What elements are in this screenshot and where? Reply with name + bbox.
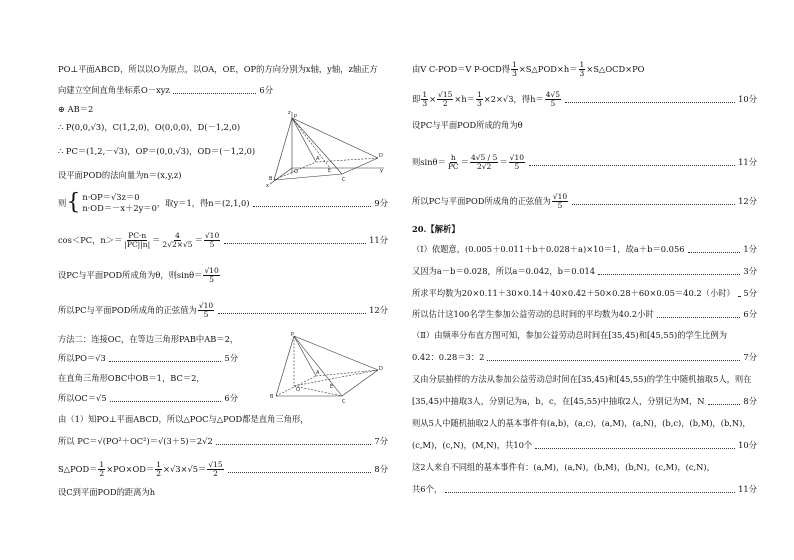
sin-line	[412, 142, 757, 182]
numerator: 1	[422, 89, 428, 99]
numerator: 1	[99, 459, 105, 469]
text-line	[412, 352, 757, 363]
line-text: ＝	[460, 156, 469, 167]
edge-pd	[294, 336, 378, 370]
label-x: x	[266, 183, 269, 188]
score: 7分	[743, 352, 757, 362]
label-c: C	[342, 399, 346, 405]
label-o: O	[294, 169, 298, 175]
fraction	[203, 267, 219, 284]
text-line	[412, 440, 757, 451]
numerator: √10	[552, 191, 568, 201]
denominator: 5	[557, 200, 563, 210]
line-text: ＝	[152, 234, 161, 245]
denominator: 2	[213, 468, 218, 478]
numerator: 4√5 / 5	[470, 152, 498, 162]
text-line: 设C到平面POD的距离为h	[58, 487, 156, 497]
label-z: z	[288, 110, 291, 116]
score: 12分	[738, 195, 757, 206]
edge-pc	[294, 336, 342, 396]
score: 5分	[743, 288, 757, 298]
edge-pd	[292, 118, 378, 158]
leader-dots	[565, 96, 735, 103]
denominator: 5	[550, 98, 556, 108]
label-d: D	[379, 153, 383, 159]
denominator: 3	[476, 98, 482, 108]
line-text: 0.42：0.28＝3：2	[412, 352, 485, 362]
fraction	[198, 302, 214, 319]
score: 12分	[369, 304, 388, 315]
fraction	[470, 154, 498, 171]
text-line: 设平面POD的法向量为n＝(x,y,z)	[58, 170, 182, 180]
numerator: √15	[208, 459, 223, 469]
leader-dots	[173, 87, 257, 94]
numerator: 4√5	[545, 89, 561, 99]
line-text: ×S△POD×h＝	[518, 63, 578, 74]
label-b: B	[269, 176, 273, 182]
denominator: 3	[422, 98, 428, 108]
line-text: 所以OC＝√5	[58, 393, 107, 403]
line-text: ×√3×√5＝	[163, 463, 207, 474]
numerator: √15	[438, 89, 453, 99]
edge-pb	[274, 118, 292, 180]
leader-dots	[535, 442, 735, 449]
leader-dots	[738, 290, 741, 297]
equation: n·OP＝√3z＝0	[82, 192, 140, 202]
edge-ab	[276, 376, 316, 396]
line-text: 即	[412, 93, 421, 104]
denominator: 5	[209, 274, 215, 284]
text-line: 又由分层抽样的方法从参加公益劳动总时间在[35,45)和[45,55)的学生中随机抽取5人，则在	[412, 374, 752, 384]
score: 7分	[374, 436, 388, 446]
height-line	[412, 88, 757, 110]
text-line: ⊕ AB＝2	[58, 104, 94, 114]
line-text: ×PO×OD＝	[106, 463, 155, 474]
line-text: ＝	[194, 234, 203, 245]
leader-dots	[598, 268, 740, 275]
denominator: 2	[442, 98, 448, 108]
leader-dots	[224, 237, 366, 244]
edge-pc	[292, 118, 342, 174]
numerator: √10	[204, 265, 219, 275]
edge-pb	[276, 336, 294, 396]
area-line	[58, 458, 388, 480]
equation-system-line	[58, 190, 388, 216]
fraction	[511, 61, 518, 78]
leader-dots	[216, 438, 372, 445]
text-line	[58, 393, 238, 404]
edge-cd	[342, 158, 378, 174]
line-text: ×h＝	[454, 93, 475, 104]
score: 11分	[369, 234, 388, 245]
line-text: 所以 PC＝√(PO²＋OC²)＝√(3＋5)＝2√2	[58, 436, 213, 446]
score: 3分	[743, 266, 757, 276]
edge-bc	[274, 174, 342, 180]
numerator: √10	[198, 300, 214, 310]
score: 10分	[738, 440, 757, 450]
fraction	[579, 61, 586, 78]
denominator: 5	[514, 161, 520, 171]
edge-cd	[342, 370, 378, 396]
equation-stack	[82, 192, 157, 214]
fraction	[98, 461, 105, 478]
label-y: y	[380, 168, 383, 174]
score: 1分	[743, 244, 757, 254]
leader-dots	[110, 395, 222, 402]
label-e: E	[330, 384, 334, 390]
line-text: ×	[429, 93, 437, 104]
leader-dots	[487, 354, 740, 361]
line-text: 所以估计这100名学生参加公益劳动的总时间的平均数为40.2小时	[412, 309, 654, 319]
score: 6分	[743, 309, 757, 319]
line-text: 由V C-POD＝V P-OCD得	[412, 63, 511, 74]
score: 6分	[224, 393, 238, 403]
label-a: A	[316, 156, 320, 162]
x-axis	[270, 168, 292, 184]
segment-od	[294, 370, 378, 386]
leader-dots	[572, 198, 735, 205]
edge-pa	[294, 336, 316, 376]
denominator: |PC||n|	[124, 239, 151, 249]
section-heading: 20.【解析】	[412, 224, 460, 234]
text-line	[412, 288, 757, 299]
fraction	[545, 91, 561, 108]
text-line: ∴ P(0,0,√3)，C(1,2,0)，O(0,0,0)，D(－1,2,0)	[58, 122, 241, 132]
score: 11分	[738, 156, 757, 167]
numerator: PC·n	[128, 230, 147, 240]
label-b: B	[270, 394, 274, 400]
fraction	[437, 91, 453, 108]
numerator: h	[450, 152, 456, 162]
answer-line	[412, 190, 757, 212]
fraction	[123, 232, 151, 249]
line-text: 所以PO＝√3	[58, 353, 106, 363]
fraction	[155, 461, 162, 478]
line-text: [35,45)中抽取3人，分别记为a，b，c，在[45,55)中抽取2人，分别记为M，N	[412, 396, 705, 406]
line-text: S△POD＝	[58, 463, 98, 474]
label-p: P	[294, 114, 298, 120]
fraction	[204, 232, 220, 249]
text-line: 这2人来自不同组的基本事件有：(a,M)，(a,N)，(b,M)，(b,N)，(c,M)，(c,N)，	[412, 462, 715, 472]
score: 9分	[374, 197, 388, 208]
score: 5分	[224, 353, 238, 363]
numerator: √10	[509, 152, 524, 162]
fraction	[421, 91, 428, 108]
fraction	[552, 193, 568, 210]
volume-line	[412, 58, 644, 80]
text-line: 由（1）知PO⊥平面ABCD，所以△POC与△POD都是直角三角形，	[58, 414, 309, 424]
edge-pa	[292, 118, 316, 162]
brace: {	[66, 190, 81, 215]
line-text: 所以PC与平面POD所成角的正弦值为	[412, 195, 551, 206]
line-text: 则sinθ＝	[412, 156, 446, 167]
numerator: 1	[156, 459, 162, 469]
denominator: PC	[447, 161, 459, 171]
score: 8分	[374, 463, 388, 474]
text-line: 在直角三角形OBC中OB＝1，BC＝2，	[58, 373, 205, 383]
fraction	[509, 154, 525, 171]
text-line	[58, 85, 273, 96]
leader-dots	[445, 486, 735, 493]
text-line	[58, 436, 388, 447]
text-line: 则从5人中随机抽取2人的基本事件有(a,b)，(a,c)，(a,M)，(a,N)，(b,c)，(b,M)，(b,N)，	[412, 418, 751, 428]
line-text: ×2×√3，得h＝	[483, 93, 544, 104]
score: 11分	[738, 484, 757, 494]
leader-dots	[228, 466, 372, 473]
numerator: 4	[175, 230, 180, 240]
text-line	[412, 396, 757, 407]
text-line: PO⊥平面ABCD，所以以O为原点，以OA，OE，OP的方向分别为x轴，y轴，z轴正方	[58, 64, 378, 74]
label-c: C	[342, 177, 346, 183]
text-line: 方法二：连接OC，在等边三角形PAB中AB＝2，	[58, 334, 239, 344]
fraction	[476, 91, 483, 108]
denominator: 2√2×√5	[162, 239, 193, 249]
denominator: 5	[203, 309, 209, 319]
leader-dots	[688, 246, 741, 253]
fraction	[161, 232, 193, 249]
line-text: ，取y＝1，得n＝(2,1,0)	[156, 197, 250, 208]
denominator: 2√2	[477, 161, 492, 171]
segment-oc	[294, 386, 342, 396]
leader-dots	[109, 355, 222, 362]
line-text: cos＜PC，n＞＝	[58, 234, 123, 245]
denominator: 5	[209, 239, 215, 249]
numerator: 1	[512, 59, 517, 69]
score: 10分	[738, 93, 757, 104]
text-line	[412, 309, 757, 320]
line-text: 则	[58, 197, 67, 208]
text-line: 设PC与平面POD所成的角为θ	[412, 120, 523, 130]
line-text: 设PC与平面POD所成角为θ，则sinθ＝	[58, 269, 203, 280]
denominator: 3	[512, 68, 517, 78]
numerator: 1	[476, 89, 482, 99]
line-text: ＝	[499, 156, 508, 167]
line-text: 向建立空间直角坐标系O－xyz	[58, 85, 170, 95]
equation: n·OD＝－x＋2y＝0	[82, 203, 157, 213]
numerator: √10	[204, 230, 220, 240]
fraction	[447, 154, 460, 171]
text-line: （Ⅱ）由频率分布直方图可知，参加公益劳动总时间在[35,45)和[45,55)的学生比例为	[412, 330, 728, 340]
answer-line	[58, 298, 388, 322]
text-line	[412, 484, 757, 495]
label-e: E	[328, 168, 332, 174]
text-line	[58, 353, 238, 364]
edge-ad	[316, 158, 378, 162]
segment-pe	[292, 118, 330, 168]
line-text: 所以PC与平面POD所成角的正弦值为	[58, 304, 197, 315]
leader-dots	[218, 307, 366, 314]
pyramid-diagram-coordinates	[262, 108, 388, 188]
text-line: ∴ PC＝(1,2,－√3)，OP＝(0,0,√3)，OD＝(－1,2,0)	[58, 146, 256, 156]
label-o: O	[296, 387, 300, 393]
line-text: 又因为a－b＝0.028，所以a＝0.042，b＝0.014	[412, 266, 596, 276]
score: 8分	[743, 396, 757, 406]
label-a: A	[316, 370, 320, 376]
text-line	[412, 244, 757, 255]
line-text: 共6个，	[412, 484, 443, 494]
score: 6分	[259, 85, 273, 95]
line-text: （Ⅰ）依题意，(0.005＋0.011＋b＋0.028＋a)×10＝1，故a＋b＝0.056	[412, 244, 685, 254]
leader-dots	[253, 200, 372, 207]
denominator: 2	[156, 468, 162, 478]
line-text: 所求平均数为20×0.11＋30×0.14＋40×0.42＋50×0.28＋60×0.05＝40.2（小时）	[412, 288, 735, 298]
cos-line	[58, 228, 388, 252]
label-d: D	[379, 366, 383, 372]
sin-line	[58, 264, 221, 286]
text-line	[412, 266, 757, 277]
label-p: P	[291, 332, 295, 338]
leader-dots	[657, 311, 741, 318]
leader-dots	[529, 159, 735, 166]
pyramid-diagram-method-two	[262, 330, 388, 406]
numerator: 1	[579, 59, 585, 69]
line-text: ×S△OCD×PO	[586, 63, 645, 74]
denominator: 3	[579, 68, 585, 78]
denominator: 2	[99, 468, 105, 478]
fraction	[207, 461, 223, 478]
leader-dots	[708, 398, 741, 405]
line-text: (c,M)，(c,N)，(M,N)，共10个	[412, 440, 533, 450]
